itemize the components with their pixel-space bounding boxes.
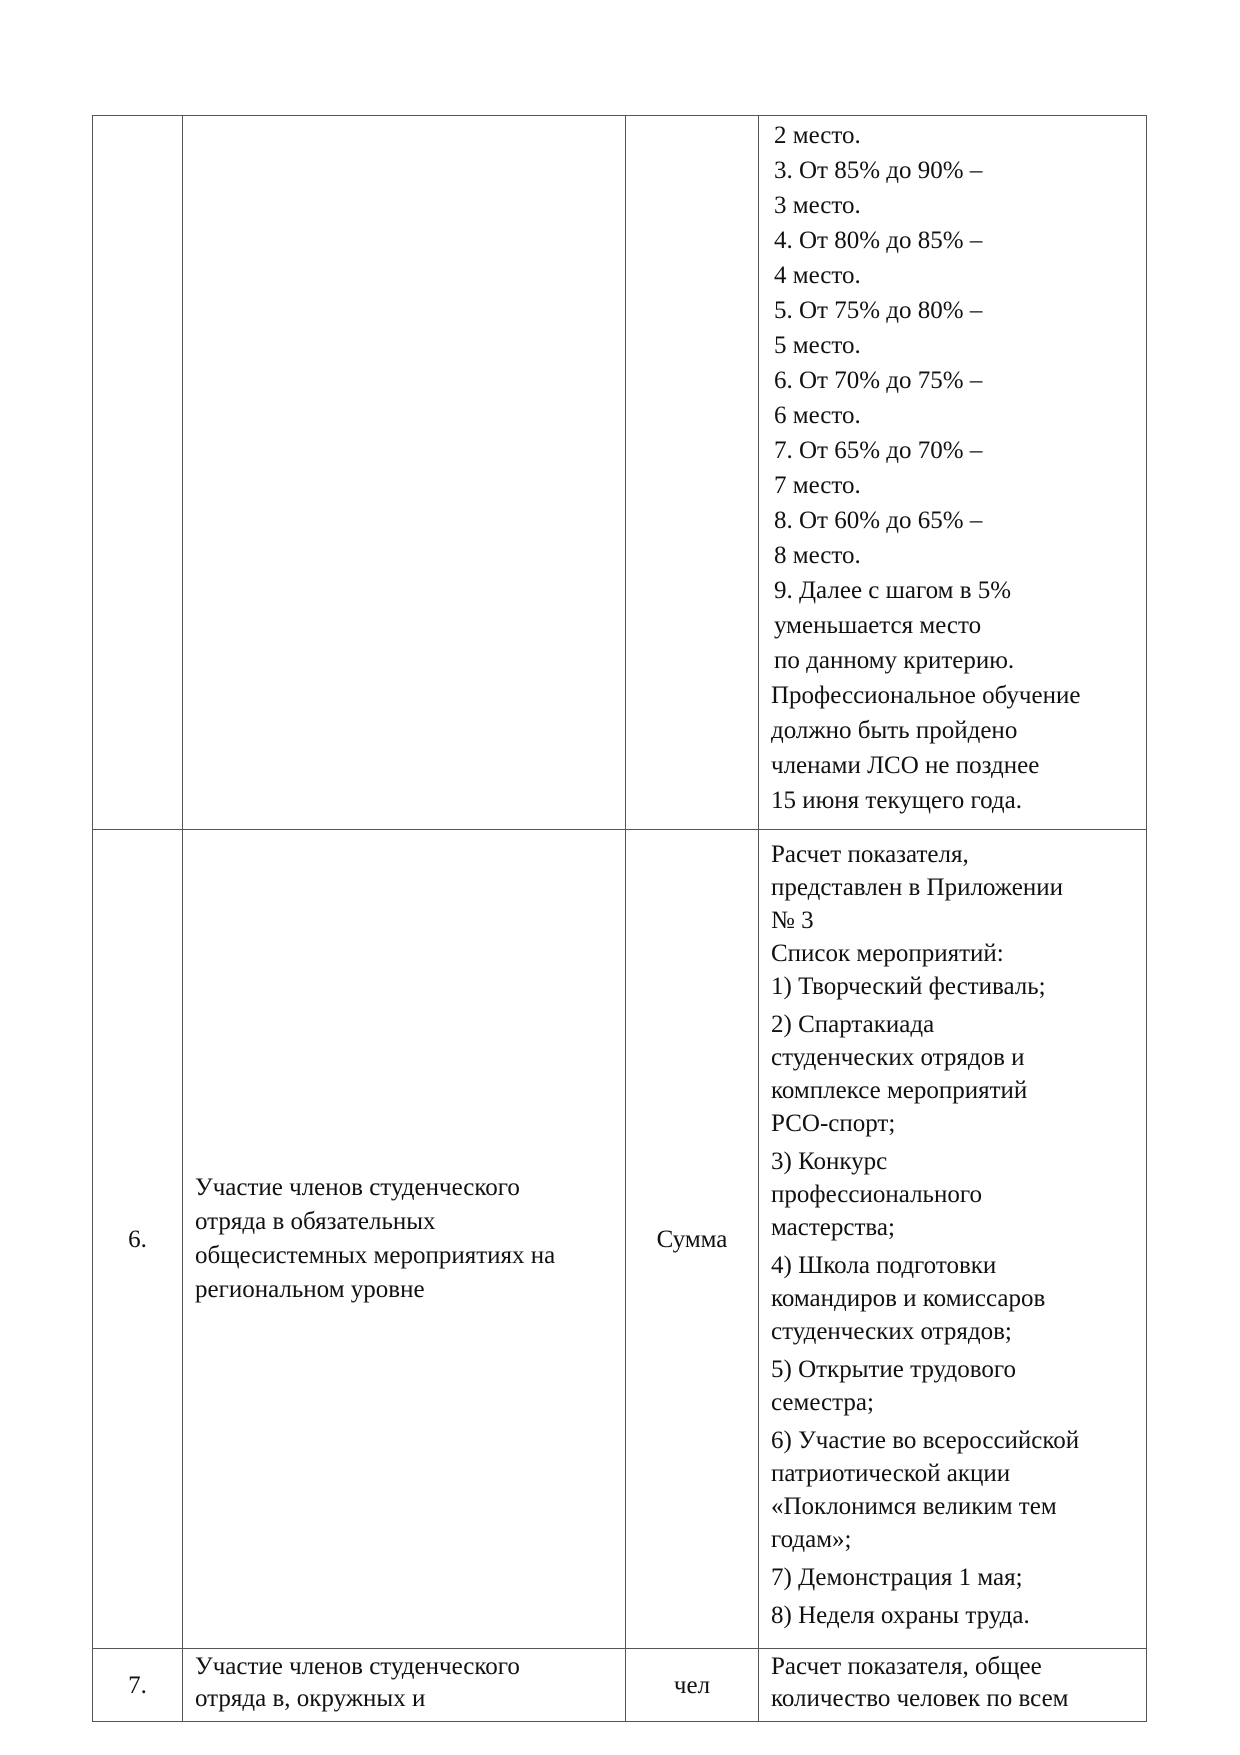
criterion-cell xyxy=(183,1649,626,1722)
unit-cell: Сумма xyxy=(626,830,759,1649)
description-line: 2 место. xyxy=(774,122,861,149)
description-line: Профессиональное обучение xyxy=(771,682,1081,709)
description-line: 5) Открытие трудового xyxy=(771,1356,1016,1383)
row-number: 6. xyxy=(93,830,183,1649)
description-line: уменьшается место xyxy=(774,612,982,639)
criterion-line: отряда в обязательных xyxy=(195,1208,436,1235)
description-line: 6. От 70% до 75% – xyxy=(774,367,983,394)
description-line: 8. От 60% до 65% – xyxy=(774,507,983,534)
description-line: патриотической акции xyxy=(771,1460,1011,1487)
description-line: представлен в Приложении xyxy=(771,874,1063,901)
criterion-line: общесистемных мероприятиях на xyxy=(195,1242,556,1269)
criterion-cell xyxy=(183,116,626,830)
criterion-line: региональном уровне xyxy=(195,1276,425,1303)
description-line: 8 место. xyxy=(774,542,861,569)
description-line: Расчет показателя, общее xyxy=(771,1653,1042,1680)
description-cell xyxy=(759,830,1147,1649)
description-line: 4. От 80% до 85% – xyxy=(774,227,983,254)
unit-cell: чел xyxy=(626,1649,759,1722)
description-line: должно быть пройдено xyxy=(771,717,1018,744)
description-line: № 3 xyxy=(771,907,814,934)
description-line: 3) Конкурс xyxy=(771,1148,888,1175)
criterion-line: отряда в, окружных и xyxy=(195,1685,426,1712)
description-line: 6) Участие во всероссийской xyxy=(771,1427,1080,1454)
description-cell xyxy=(759,116,1147,830)
description-line: по данному критерию. xyxy=(774,647,1015,674)
description-line: 5. От 75% до 80% – xyxy=(774,297,983,324)
description-line: 4 место. xyxy=(774,262,861,289)
description-line: семестра; xyxy=(771,1389,874,1416)
description-line: Расчет показателя, xyxy=(771,841,969,868)
table-row xyxy=(93,830,1147,1649)
description-line: мастерства; xyxy=(771,1214,895,1241)
description-line: 6 место. xyxy=(774,402,861,429)
criterion-line: Участие членов студенческого xyxy=(195,1174,520,1201)
row-number: 7. xyxy=(93,1649,183,1722)
row-number xyxy=(93,116,183,830)
description-line: 1) Творческий фестиваль; xyxy=(771,973,1046,1000)
unit-cell xyxy=(626,116,759,830)
criterion-line: Участие членов студенческого xyxy=(195,1653,520,1680)
description-line: 7) Демонстрация 1 мая; xyxy=(771,1564,1023,1591)
description-line: 7. От 65% до 70% – xyxy=(774,437,983,464)
description-line: 8) Неделя охраны труда. xyxy=(771,1602,1030,1629)
description-line: годам»; xyxy=(771,1526,852,1553)
description-line: РСО-спорт; xyxy=(771,1110,896,1137)
description-line: командиров и комиссаров xyxy=(771,1285,1046,1312)
table-row xyxy=(93,1649,1147,1722)
description-cell xyxy=(759,1649,1147,1722)
description-line: 9. Далее с шагом в 5% xyxy=(774,577,1012,604)
criterion-cell xyxy=(183,830,626,1649)
description-line: профессионального xyxy=(771,1181,982,1208)
description-line: комплексе мероприятий xyxy=(771,1077,1028,1104)
description-line: «Поклонимся великим тем xyxy=(771,1493,1057,1520)
description-line: 7 место. xyxy=(774,472,861,499)
description-line: студенческих отрядов; xyxy=(771,1318,1012,1345)
description-line: 5 место. xyxy=(774,332,861,359)
table-row xyxy=(93,116,1147,830)
description-line: 3. От 85% до 90% – xyxy=(774,157,983,184)
description-line: 15 июня текущего года. xyxy=(771,787,1022,814)
description-line: 4) Школа подготовки xyxy=(771,1252,997,1279)
description-line: членами ЛСО не позднее xyxy=(771,752,1040,779)
criteria-table xyxy=(92,115,1147,1722)
description-line: Список мероприятий: xyxy=(771,940,1004,967)
description-line: студенческих отрядов и xyxy=(771,1044,1025,1071)
description-line: 2) Спартакиада xyxy=(771,1011,935,1038)
description-line: количество человек по всем xyxy=(771,1685,1069,1712)
description-line: 3 место. xyxy=(774,192,861,219)
